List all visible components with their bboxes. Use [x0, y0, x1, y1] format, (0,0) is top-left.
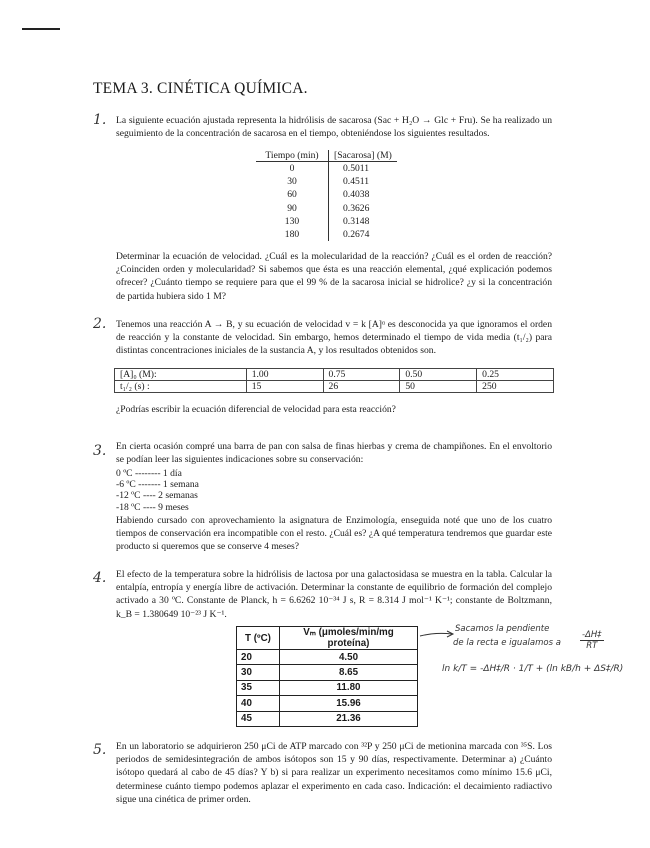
sucrose-table [256, 150, 397, 241]
table-row: 180 0.2674 [256, 228, 397, 241]
table-header: [Sacarosa] (M) [329, 150, 397, 162]
arrow-icon [418, 626, 458, 642]
table-row: 35 11.80 [237, 680, 418, 695]
handwritten-note-2: de la recta e igualamos a [453, 638, 561, 648]
list-item: 0 ºC -------- 1 día [116, 468, 182, 479]
problem-5-text: En un laboratorio se adquirieron 250 μCi de ATP marcado con ³²P y 250 μCi de metionina marcada con ³⁵S. Los periodos de semidesintegración de ambos isótopos son 15 y 90 días, respectivamente. Determinar a) ¿Cuánto isótopo quedará al cabo de 45 días? Y b) si para realizar un experimento necesitamos como mínimo 15.6 μCi, determinese cuánto tiempo podemos aplazar el experimento en cada caso. Indicación: el decaimiento radiactivo sigue una cinética de primer orden. [116, 741, 552, 805]
lactose-table [236, 626, 418, 727]
table-row: 130 0.3148 [256, 215, 397, 228]
list-item: -18 ºC ---- 9 meses [116, 501, 189, 513]
table-row: 0 0.5011 [256, 162, 397, 176]
half-life-table [114, 368, 554, 393]
problem-2-number: 2. [93, 316, 107, 332]
handwritten-fraction: -ΔH‡ RT [582, 630, 602, 651]
handwritten-formula: ln k/T = -ΔH‡/R · 1/T + (ln kB/h + ΔS‡/R) [442, 664, 624, 674]
problem-2-text: Tenemos una reacción A → B, y su ecuación de velocidad v = k [A]ᵅ es desconocida ya que ignoramos el orden de reacción y la constante de velocidad. Sin embargo, hemos determinado el tiempo de vida media (t₁/₂) para distintas concentraciones iniciales de la sustancia A, y los resultados obtenidos son. [116, 319, 552, 357]
storage-list [116, 468, 199, 513]
table-row: [A]₀ (M): 1.00 0.75 0.50 0.25 [115, 369, 554, 381]
table-row: 30 8.65 [237, 665, 418, 680]
table-header: Vₘ (μmoles/min/mg proteína) [280, 627, 418, 650]
table-row: 45 21.36 [237, 711, 418, 726]
problem-2-question: ¿Podrías escribir la ecuación diferencial de velocidad para esta reacción? [116, 404, 396, 415]
problem-3-question: Habiendo cursado con aprovechamiento la asignatura de Enzimología, enseguida noté que uno de los cuatro tiempos de conservación era incompatible con el resto. ¿Cuál es? ¿A qué temperatura tendremos que guardar este producto si queremos que se conserve 4 meses? [116, 515, 552, 553]
problem-3-text: En cierta ocasión compré una barra de pan con salsa de finas hierbas y crema de champiñones. En el envoltorio se podían leer las siguientes indicaciones sobre su conservación: [116, 441, 552, 466]
problem-5-number: 5. [93, 742, 107, 758]
handwritten-note-1: Sacamos la pendiente [455, 624, 550, 634]
list-item: -6 ºC ------- 1 semana [116, 479, 199, 491]
table-row: t₁/₂ (s) : 15 26 50 250 [115, 381, 554, 393]
problem-1-text: La siguiente ecuación ajustada representa la hidrólisis de sacarosa (Sac + H₂O → Glc + Fru). Se ha realizado un seguimiento de la concentración de sacarosa en el tiempo, obteniéndose los siguientes resultados. [116, 115, 552, 140]
problem-3-number: 3. [93, 443, 107, 459]
table-row: 20 4.50 [237, 650, 418, 665]
table-row: 30 0.4511 [256, 175, 397, 188]
problem-4-text: El efecto de la temperatura sobre la hidrólisis de lactosa por una galactosidasa se muestra en la tabla. Calcular la entalpía, entropía y energía libre de activación. Determinar la constante de equilibrio de formación del complejo activado a 30 ºC. Constante de Planck, h = 6.6262 10⁻³⁴ J s, R = 8.314 J mol⁻¹ K⁻¹; constante de Boltzmann, k_B = 1.380649 10⁻²³ J K⁻¹. [116, 569, 552, 620]
top-mark [22, 28, 60, 30]
table-header: T (ºC) [237, 627, 280, 650]
page-title: TEMA 3. CINÉTICA QUÍMICA. [93, 80, 308, 97]
table-row: 90 0.3626 [256, 202, 397, 215]
table-row: 60 0.4038 [256, 188, 397, 201]
list-item: -12 ºC ---- 2 semanas [116, 490, 198, 502]
table-row: 40 15.96 [237, 696, 418, 711]
problem-1-question: Determinar la ecuación de velocidad. ¿Cuál es la molecularidad de la reacción? ¿Cuál es el orden de reacción? ¿Coinciden orden y molecularidad? Si sabemos que ésta es una reacción elemental, ¿qué explicación podemos ofrecer? ¿Cuánto tiempo se requiere para que el 99 % de la sacarosa inicial se hidrolice? ¿y si la concentración de partida hubiera sido 1 M? [116, 251, 552, 302]
table-header: Tiempo (min) [256, 150, 329, 162]
problem-4-number: 4. [93, 570, 107, 586]
problem-1-number: 1. [93, 112, 107, 128]
